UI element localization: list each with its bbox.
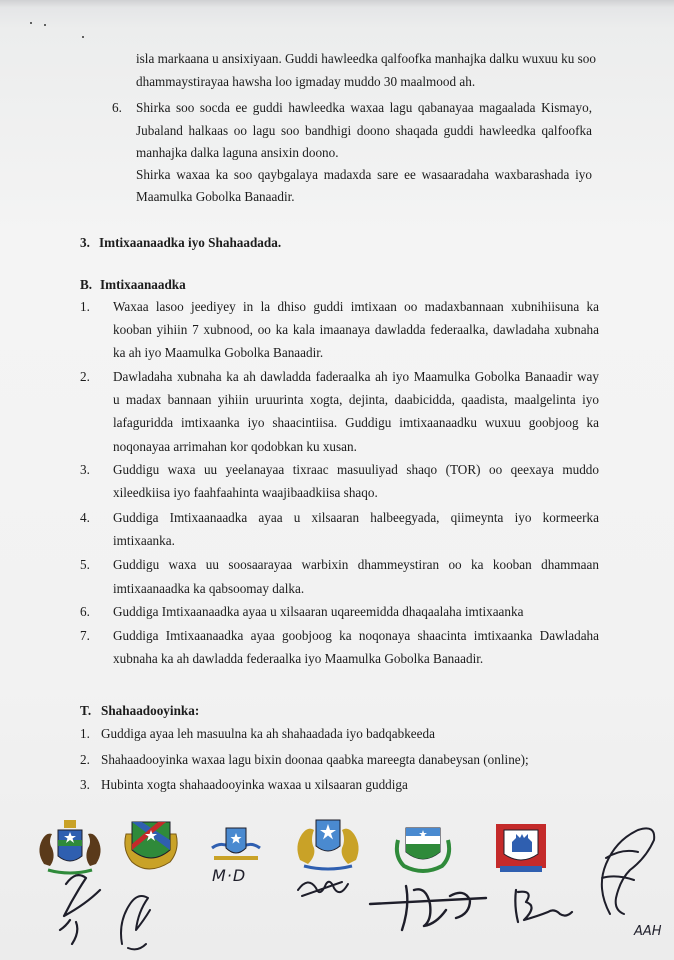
t-item3-number: 3. [80,777,90,792]
b-item4-line-1: Guddiga Imtixaanaadka ayaa u xilsaaran halbeegyada, qiimeynta iyo kormeerka [113,510,599,525]
b-item3-number: 3. [80,462,90,477]
scan-specks [30,20,90,44]
item6-number: 6. [112,100,122,115]
b-item2-line-3: lafaguridda imtixaanka iyo shaacintiisa. Guddigu imtixaanaadku wuxuu goobjoog ka [113,415,599,430]
b-item2-line-2: u madax bannaan yihiin uruurinta xogta, dejinta, daabicidda, qaadista, maalgelinta iyo [113,392,599,407]
t-item1-number: 1. [80,726,90,741]
t-item2-text: Shahaadooyinka waxaa lagu bixin doonaa qaabka mareegta danabeysan (online); [101,752,529,767]
t-item1-text: Guddiga ayaa leh masuulna ka ah shahaadada iyo badqabkeeda [101,726,435,741]
b-item3-line-2: xileedkiisa iyo faahfaahinta waajibaadkiisa shaqo. [113,485,378,500]
signature-initials-ahh: AAH [634,924,662,939]
b-item2-number: 2. [80,369,90,384]
section3-title: Imtixaanaadka iyo Shahaadada. [99,235,282,250]
state-emblem-3 [206,824,266,866]
b-item5-line-1: Guddigu waxa uu soosaarayaa warbixin dhammeystiran oo ka kooban dhammaan [113,557,599,572]
item6-line-3: manhajka dalka laguna ansixin doono. [136,145,339,160]
b-item3-line-1: Guddigu waxa uu yeelanayaa tixraac masuuliyad shaqo (TOR) oo qeexaya muddo [113,462,599,477]
b-item4-number: 4. [80,510,90,525]
b-item4-line-2: imtixaanka. [113,533,175,548]
continued-line-2: dhammaystirayaa hawsha loo igmaday muddo 30 maalmood ah. [136,74,476,89]
b-item5-number: 5. [80,557,90,572]
signature-3 [292,870,356,910]
b-item1-number: 1. [80,299,90,314]
signature-6 [576,818,666,928]
sectionB-label: B. [80,277,93,292]
state-emblem-4 [290,814,366,872]
b-item7-number: 7. [80,628,90,643]
paper-fold-shadow [0,0,674,8]
item6-extra-line-2: Maamulka Gobolka Banaadir. [136,189,295,204]
signature-1 [46,860,116,950]
t-item3-text: Hubinta xogta shahaadooyinka waxaa u xilsaaran guddiga [101,777,408,792]
item6-line-1: Shirka soo socda ee guddi hawleedka waxaa lagu qabanayaa magaalada Kismayo, [136,100,592,115]
t-item2-number: 2. [80,752,90,767]
b-item7-line-1: Guddiga Imtixaanaadka ayaa goobjoog ka noqonaya shaacinta imtixaanka Dawladaha [113,628,599,643]
sectionT-label: T. [80,703,92,718]
b-item2-line-1: Dawladaha xubnaha ka ah dawladda faderaalka ah iyo Maamulka Gobolka Banaadir way [113,369,599,384]
b-item6-number: 6. [80,604,90,619]
b-item5-line-2: imtixaanaadka ka qabsoomay dalka. [113,581,305,596]
b-item1-line-3: ka ah iyo Maamulka Gobolka Banaadir. [113,345,324,360]
state-emblem-6 [492,820,550,876]
emblems-and-signatures [0,800,674,960]
signature-2 [108,864,168,954]
b-item1-line-2: kooban yihiin 7 xubnood, oo ka kala imaanaya dawladda federaalka, dawladaha xubnaha [113,322,599,337]
continued-line-1: isla markaana u ansixiyaan. Guddi hawleedka qalfoofka manhajka dalku wuxuu ku soo [136,51,596,66]
signature-4 [366,876,506,946]
b-item2-line-4: noqonayaa arrimahan kor qodobkan ku xusan. [113,439,357,454]
sectionT-title: Shahaadooyinka: [101,703,200,718]
item6-line-2: Jubaland halkaas oo lagu soo bandhigi doono shaqada guddi hawleedka qalfoofka [136,123,592,138]
section3-number: 3. [80,235,90,250]
b-item6-line-1: Guddiga Imtixaanaadka ayaa u xilsaaran uqareemidda dhaqaalaha imtixaanka [113,604,524,619]
b-item1-line-1: Waxaa lasoo jeediyey in la dhiso guddi imtixaan oo madaxbannaan xubnihiisuna ka [113,299,599,314]
item6-extra-line-1: Shirka waxaa ka soo qaybgalaya madaxda sare ee wasaaradaha waxbarashada iyo [136,167,592,182]
state-emblem-5 [392,820,454,874]
sectionB-title: Imtixaanaadka [100,277,186,292]
signature-initials-md: M·D [212,866,247,885]
b-item7-line-2: xubnaha ka ah dawladda federaalka iyo Maamulka Gobolka Banaadir. [113,651,484,666]
signature-5 [508,882,578,928]
